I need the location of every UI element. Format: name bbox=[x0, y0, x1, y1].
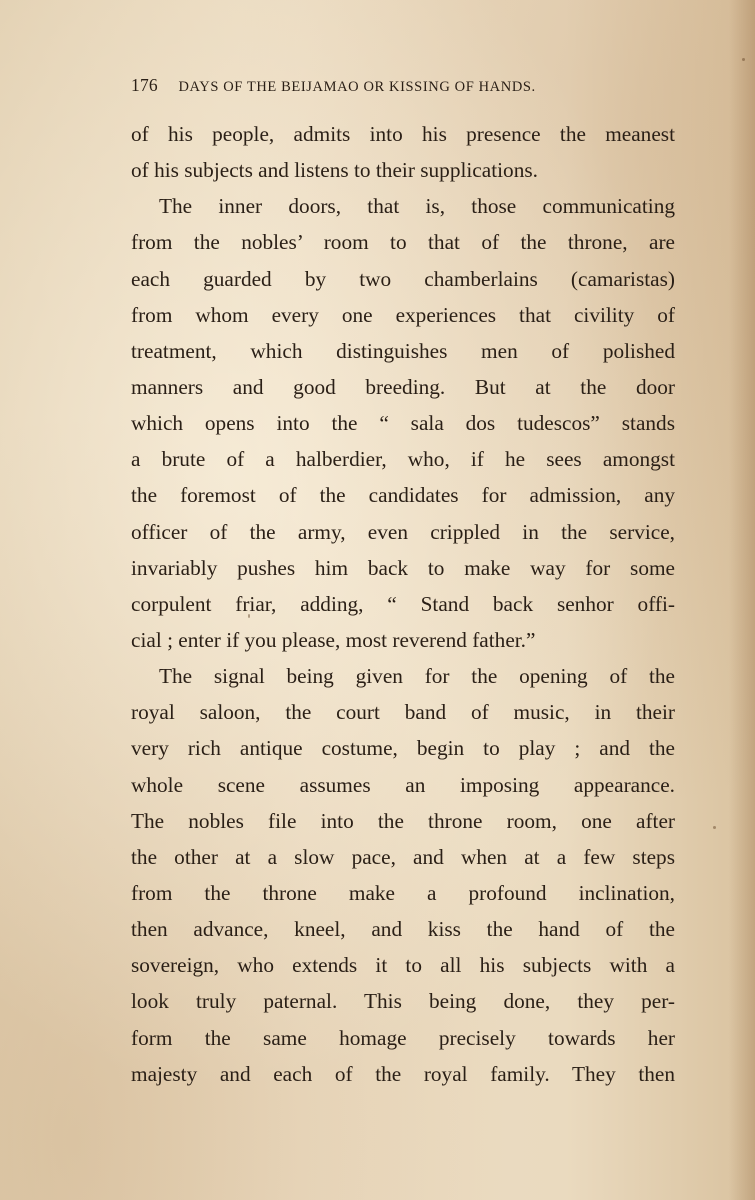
text-line: from the nobles’ room to that of the throne, are bbox=[131, 230, 675, 255]
text-line: very rich antique costume, begin to play ; and the bbox=[131, 736, 675, 761]
text-line: royal saloon, the court band of music, in their bbox=[131, 700, 675, 725]
text-line: manners and good breeding. But at the door bbox=[131, 374, 675, 399]
text-line: officer of the army, even crippled in the service, bbox=[131, 519, 675, 544]
text-line: then advance, kneel, and kiss the hand of the bbox=[131, 917, 675, 942]
page-edge-shadow bbox=[729, 0, 755, 1200]
text-line: from the throne make a profound inclination, bbox=[131, 880, 675, 905]
paper-speck bbox=[742, 58, 745, 61]
text-line: look truly paternal. This being done, they per- bbox=[131, 989, 675, 1014]
text-line: of his people, admits into his presence the meanest bbox=[131, 122, 675, 146]
paper-speck bbox=[713, 826, 716, 829]
running-title: DAYS OF THE BEIJAMAO OR KISSING OF HANDS. bbox=[178, 79, 536, 95]
text-line: form the same homage precisely towards her bbox=[131, 1025, 675, 1050]
text-line: The inner doors, that is, those communicating bbox=[159, 194, 675, 219]
text-line: invariably pushes him back to make way for some bbox=[131, 555, 675, 580]
text-line: of his subjects and listens to their supplications. bbox=[131, 158, 538, 183]
text-line: from whom every one experiences that civility of bbox=[131, 302, 675, 327]
running-header bbox=[131, 75, 641, 96]
text-line: treatment, which distinguishes men of polished bbox=[131, 338, 675, 363]
text-line: which opens into the “ sala dos tudescos” stands bbox=[131, 411, 675, 436]
page-number: 176 bbox=[131, 75, 158, 95]
text-line: The nobles file into the throne room, one after bbox=[131, 808, 675, 833]
text-line: each guarded by two chamberlains (camaristas) bbox=[131, 266, 675, 291]
text-line: corpulent friar, adding, “ Stand back senhor offi- bbox=[131, 591, 675, 616]
text-line: cial ; enter if you please, most reverend father.” bbox=[131, 627, 536, 652]
text-line: a brute of a halberdier, who, if he sees amongst bbox=[131, 447, 675, 472]
text-line: majesty and each of the royal family. They then bbox=[131, 1061, 675, 1086]
text-line: sovereign, who extends it to all his subjects with a bbox=[131, 953, 675, 978]
body-text bbox=[131, 116, 675, 1092]
text-line: the foremost of the candidates for admission, any bbox=[131, 483, 675, 508]
text-line: The signal being given for the opening of the bbox=[159, 664, 675, 689]
text-line: the other at a slow pace, and when at a few steps bbox=[131, 844, 675, 869]
text-line: whole scene assumes an imposing appearance. bbox=[131, 772, 675, 797]
